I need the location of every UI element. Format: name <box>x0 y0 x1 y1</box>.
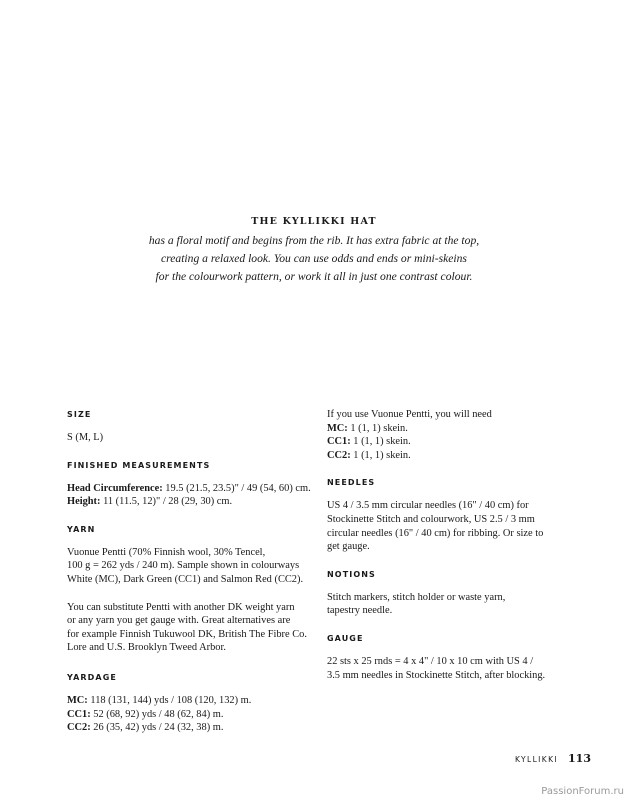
yardage-heading: YARDAGE <box>67 672 117 682</box>
yardage-list <box>67 694 312 735</box>
gauge-description <box>327 655 572 682</box>
yarn-line: Vuonue Pentti (70% Finnish wool, 30% Tencel, <box>67 546 266 558</box>
needles-line: circular needles (16" / 40 cm) for ribbing. Or size to <box>327 527 544 539</box>
notions-line: tapestry needle. <box>327 605 393 617</box>
size-heading: SIZE <box>67 410 92 419</box>
size-value: S (M, L) <box>67 432 104 443</box>
right-column <box>327 408 572 682</box>
needles-description <box>327 499 572 553</box>
gauge-line: 3.5 mm needles in Stockinette Stitch, after blocking. <box>327 669 546 681</box>
yarn-line: White (MC), Dark Green (CC1) and Salmon Red (CC2). <box>67 573 304 585</box>
needles-line: US 4 / 3.5 mm circular needles (16" / 40 cm) for <box>327 500 529 512</box>
head-circumference: Head Circumference: 19.5 (21.5, 23.5)" / 49 (54, 60) cm. <box>67 482 311 494</box>
needles-line: get gauge. <box>327 541 370 553</box>
watermark: PassionForum.ru <box>541 786 624 797</box>
notions-heading: NOTIONS <box>327 569 376 579</box>
yardage-mc: MC: 118 (131, 144) yds / 108 (120, 132) m. <box>67 694 252 706</box>
pattern-intro <box>100 216 528 286</box>
skein-cc2: CC2: 1 (1, 1) skein. <box>327 449 411 461</box>
left-column <box>67 408 312 735</box>
notions-line: Stitch markers, stitch holder or waste yarn, <box>327 591 506 603</box>
finished-measurements <box>67 482 312 509</box>
skein-cc1: CC1: 1 (1, 1) skein. <box>327 436 411 448</box>
intro-description <box>100 232 528 286</box>
yarn-substitutes <box>67 601 312 655</box>
yarn-line: for example Finnish Tukuwool DK, British The Fibre Co. <box>67 628 307 640</box>
page-number: 113 <box>568 752 591 765</box>
yarn-line: or any yarn you get gauge with. Great alternatives are <box>67 615 291 627</box>
pattern-title: THE KYLLIKKI HAT <box>251 216 377 227</box>
yarn-line: 100 g = 262 yds / 240 m). Sample shown in colourways <box>67 560 300 572</box>
gauge-heading: GAUGE <box>327 633 364 643</box>
yarn-line: Lore and U.S. Brooklyn Tweed Arbor. <box>67 642 226 654</box>
finished-measurements-heading: FINISHED MEASUREMENTS <box>67 460 211 470</box>
vuonue-skeins <box>327 408 572 462</box>
notions-description <box>327 591 572 618</box>
yarn-heading: YARN <box>67 524 96 534</box>
intro-line: has a floral motif and begins from the rib. It has extra fabric at the top, <box>148 234 480 247</box>
footer-section-label: KYLLIKKI <box>514 755 559 764</box>
hat-height: Height: 11 (11.5, 12)" / 28 (29, 30) cm. <box>67 496 233 508</box>
yarn-line: You can substitute Pentti with another DK weight yarn <box>67 601 295 613</box>
yardage-cc1: CC1: 52 (68, 92) yds / 48 (62, 84) m. <box>67 708 224 720</box>
yardage-cc2: CC2: 26 (35, 42) yds / 24 (32, 38) m. <box>67 722 224 734</box>
vuonue-intro: If you use Vuonue Pentti, you will need <box>327 409 492 420</box>
needles-line: Stockinette Stitch and colourwork, US 2.5 / 3 mm <box>327 513 535 525</box>
page-footer <box>515 752 591 765</box>
yarn-description <box>67 546 312 587</box>
needles-heading: NEEDLES <box>327 478 376 488</box>
skein-mc: MC: 1 (1, 1) skein. <box>327 422 408 434</box>
intro-line: creating a relaxed look. You can use odds and ends or mini-skeins <box>161 252 467 265</box>
gauge-line: 22 sts x 25 rnds = 4 x 4" / 10 x 10 cm with US 4 / <box>327 655 534 667</box>
intro-line: for the colourwork pattern, or work it all in just one contrast colour. <box>155 270 473 283</box>
